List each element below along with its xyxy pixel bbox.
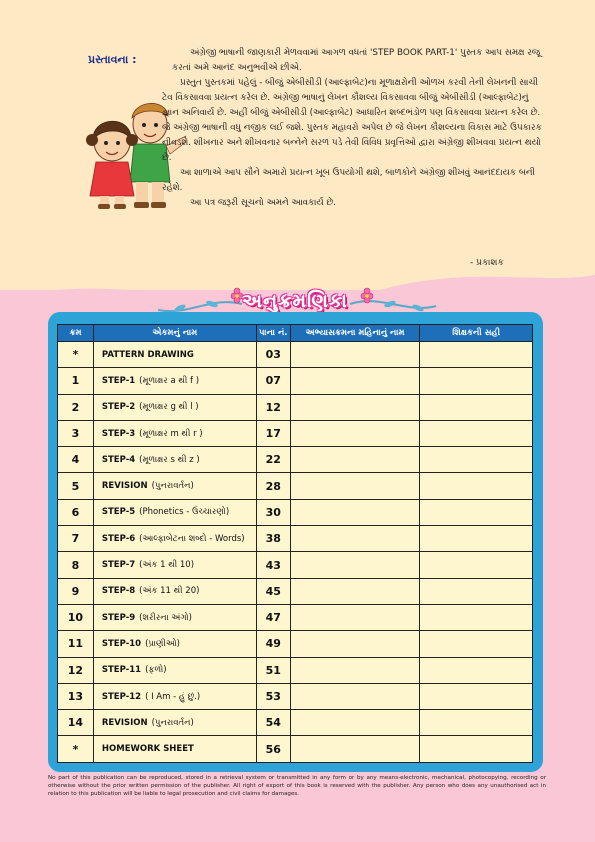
row-month-cell	[290, 420, 420, 446]
unit-subtitle: (પુનરાવર્તન)	[151, 717, 194, 728]
unit-title: REVISION	[101, 481, 148, 492]
row-teacher-sign-cell	[420, 604, 533, 630]
unit-subtitle: (મૂળાક્ષર s થી z )	[139, 454, 200, 465]
row-month-cell	[290, 473, 420, 499]
preface-label: પ્રસ્તાવના :	[88, 53, 137, 66]
row-month-cell	[290, 368, 420, 394]
row-page-number: 28	[256, 473, 290, 499]
row-teacher-sign-cell	[420, 447, 533, 473]
table-row	[58, 604, 533, 630]
unit-title: STEP-5	[101, 507, 136, 518]
row-month-cell	[290, 710, 420, 736]
row-teacher-sign-cell	[420, 420, 533, 446]
row-unit-name	[93, 499, 256, 525]
unit-subtitle: (મૂળાક્ષર m થી r )	[139, 428, 203, 439]
table-row	[58, 394, 533, 420]
unit-title: STEP-4	[101, 454, 136, 465]
row-serial: 11	[58, 631, 94, 657]
row-teacher-sign-cell	[420, 499, 533, 525]
row-month-cell	[290, 604, 420, 630]
unit-subtitle: ( I Am - હું છું.)	[145, 691, 201, 702]
unit-title: HOMEWORK SHEET	[101, 744, 194, 755]
row-serial: 12	[58, 657, 94, 683]
row-unit-name	[93, 604, 256, 630]
row-page-number: 53	[256, 683, 290, 709]
column-header-teacher-sign: શિક્ષકની સહી	[420, 325, 533, 342]
row-unit-name	[93, 657, 256, 683]
row-serial: 8	[58, 552, 94, 578]
row-teacher-sign-cell	[420, 526, 533, 552]
row-unit-name	[93, 578, 256, 604]
row-page-number: 47	[256, 604, 290, 630]
index-title: અનુક્રમણિકા	[242, 290, 348, 312]
row-month-cell	[290, 657, 420, 683]
table-row	[58, 710, 533, 736]
row-unit-name	[93, 473, 256, 499]
table-row	[58, 736, 533, 762]
table-header-row	[58, 325, 533, 342]
preface-paragraph: આ પત્ર જરૂરી સૂચનો અમને આવકાર્ય છે.	[190, 198, 336, 208]
unit-subtitle: (પુનરાવર્તન)	[151, 481, 194, 492]
row-month-cell	[290, 342, 420, 368]
unit-title: REVISION	[101, 717, 148, 728]
unit-title: STEP-1	[101, 375, 136, 386]
row-teacher-sign-cell	[420, 631, 533, 657]
unit-subtitle: (પ્રાણીઓ)	[145, 638, 180, 649]
row-teacher-sign-cell	[420, 683, 533, 709]
row-unit-name	[93, 552, 256, 578]
unit-title: STEP-11	[101, 665, 142, 676]
row-month-cell	[290, 552, 420, 578]
table-row	[58, 657, 533, 683]
unit-title: STEP-2	[101, 402, 136, 413]
row-serial: 1	[58, 368, 94, 394]
table-row	[58, 526, 533, 552]
row-page-number: 22	[256, 447, 290, 473]
row-page-number: 56	[256, 736, 290, 762]
row-teacher-sign-cell	[420, 578, 533, 604]
row-teacher-sign-cell	[420, 394, 533, 420]
row-unit-name	[93, 631, 256, 657]
row-serial: 9	[58, 578, 94, 604]
unit-title: STEP-7	[101, 560, 136, 571]
unit-subtitle: (Phonetics - ઉચ્ચારણો)	[139, 507, 230, 518]
unit-title: STEP-12	[101, 691, 142, 702]
table-row	[58, 473, 533, 499]
row-unit-name	[93, 368, 256, 394]
unit-subtitle: (ફળો)	[145, 665, 167, 676]
row-teacher-sign-cell	[420, 710, 533, 736]
table-row	[58, 420, 533, 446]
table-row	[58, 683, 533, 709]
row-unit-name	[93, 447, 256, 473]
row-teacher-sign-cell	[420, 368, 533, 394]
table-body	[58, 342, 533, 763]
row-month-cell	[290, 447, 420, 473]
unit-subtitle: (શરીરના અંગો)	[139, 612, 192, 623]
unit-subtitle: (મૂળાક્ષર g થી l )	[139, 402, 199, 413]
row-serial: 10	[58, 604, 94, 630]
table-row	[58, 499, 533, 525]
row-page-number: 03	[256, 342, 290, 368]
row-unit-name	[93, 394, 256, 420]
unit-title: STEP-8	[101, 586, 136, 597]
row-month-cell	[290, 526, 420, 552]
unit-subtitle: (આલ્ફાબેટના શબ્દો - Words)	[139, 533, 245, 544]
row-page-number: 07	[256, 368, 290, 394]
row-page-number: 49	[256, 631, 290, 657]
row-serial: *	[58, 736, 94, 762]
row-month-cell	[290, 578, 420, 604]
table-row	[58, 578, 533, 604]
row-serial: 6	[58, 499, 94, 525]
unit-title: STEP-6	[101, 533, 136, 544]
column-header-serial: ક્રમ	[58, 325, 94, 342]
contents-table	[57, 324, 533, 763]
row-unit-name	[93, 683, 256, 709]
row-serial: 14	[58, 710, 94, 736]
row-page-number: 51	[256, 657, 290, 683]
table-row	[58, 631, 533, 657]
unit-title: STEP-3	[101, 428, 136, 439]
row-page-number: 54	[256, 710, 290, 736]
row-page-number: 45	[256, 578, 290, 604]
unit-title: STEP-9	[101, 612, 136, 623]
row-unit-name	[93, 420, 256, 446]
row-page-number: 12	[256, 394, 290, 420]
unit-title: PATTERN DRAWING	[101, 349, 194, 360]
row-month-cell	[290, 499, 420, 525]
unit-subtitle: (અંક 1 થી 10)	[139, 560, 195, 571]
unit-subtitle: (અંક 11 થી 20)	[139, 586, 200, 597]
row-serial: *	[58, 342, 94, 368]
row-unit-name	[93, 736, 256, 762]
table-row	[58, 552, 533, 578]
preface-paragraph: પ્રસ્તુત પુસ્તકમાં પહેલું - બીજું એબીસીડી (આલ્ફાબેટ)ના મૂળાક્ષરોની ઓળખ કરવી તેની લેખનની સાચી ટેવ વિકસાવવા પ્રયત્ન કરેલ છે. અંગ્રેજી ભાષાનું લેખન કૌશલ્ય વિકસાવવા બીજું એબીસીડી (આલ્ફાબેટ)નું જ્ઞાન અનિવાર્ય છે. અહીં બીજું એબીસીડી (આલ્ફાબેટ) આધારિત શબ્દભંડોળ પણ વિકસાવવા પ્રયત્ન કરેલ છે. જે અંગ્રેજી ભાષાની વધુ નજીક લઈ જશે. પુસ્તક મહાવરો અપેલ છે જે લેખન કૌશલ્યના વિકાસ માટે ઉપકારક નીવડશે. શીખનાર અને શીખવનાર બન્નેને સરળ પડે તેવી વિવિધ પ્રવૃત્તિઓ દ્વારા અંગ્રેજી શીખવવા પ્રયત્ન થયો છે.	[162, 78, 542, 163]
row-teacher-sign-cell	[420, 552, 533, 578]
copyright-notice: No part of this publication can be reproduced, stored in a retrieval system or transmitted in any form or by any means-electronic, mechanical, photocopying, recording or otherwise without the prior written permission of the publisher. All right of export of this book is reserved with the publisher. Any person who does any unauthorised act in relation to this publication will be liable to legal prosecution and civil claims for damages.	[48, 775, 546, 797]
row-serial: 3	[58, 420, 94, 446]
preface-body	[162, 46, 544, 211]
row-serial: 7	[58, 526, 94, 552]
row-teacher-sign-cell	[420, 342, 533, 368]
unit-subtitle: (મૂળાક્ષર a થી f )	[139, 375, 200, 386]
row-teacher-sign-cell	[420, 657, 533, 683]
row-page-number: 30	[256, 499, 290, 525]
unit-title: STEP-10	[101, 638, 142, 649]
publisher-signature: - પ્રકાશક	[470, 258, 504, 268]
row-serial: 4	[58, 447, 94, 473]
row-serial: 13	[58, 683, 94, 709]
row-serial: 2	[58, 394, 94, 420]
row-serial: 5	[58, 473, 94, 499]
column-header-unit-name: એકમનું નામ	[93, 325, 256, 342]
preface-paragraph: આ શાળાએ આપ સૌને અમારો પ્રયત્ન ખૂબ ઉપયોગી થશે, બાળકોને અંગ્રેજી શીખવું આનંદદાયક બની રહેશે.	[162, 168, 535, 193]
preface-paragraph: અંગ્રેજી ભાષાની જાણકારી મેળવવામાં આગળ વધતાં 'STEP BOOK PART-1' પુસ્તક આપ સમક્ષ રજૂ કરતાં અમે આનંદ અનુભવીએ છીએ.	[172, 48, 541, 73]
table-row	[58, 368, 533, 394]
row-page-number: 43	[256, 552, 290, 578]
row-month-cell	[290, 631, 420, 657]
row-unit-name	[93, 526, 256, 552]
row-month-cell	[290, 683, 420, 709]
row-page-number: 17	[256, 420, 290, 446]
row-teacher-sign-cell	[420, 473, 533, 499]
row-month-cell	[290, 736, 420, 762]
row-unit-name	[93, 710, 256, 736]
table-row	[58, 342, 533, 368]
row-teacher-sign-cell	[420, 736, 533, 762]
row-month-cell	[290, 394, 420, 420]
row-unit-name	[93, 342, 256, 368]
column-header-page-number: પાના નં.	[256, 325, 290, 342]
table-row	[58, 447, 533, 473]
column-header-month: અભ્યાસક્રમના મહિનાનું નામ	[290, 325, 420, 342]
row-page-number: 38	[256, 526, 290, 552]
